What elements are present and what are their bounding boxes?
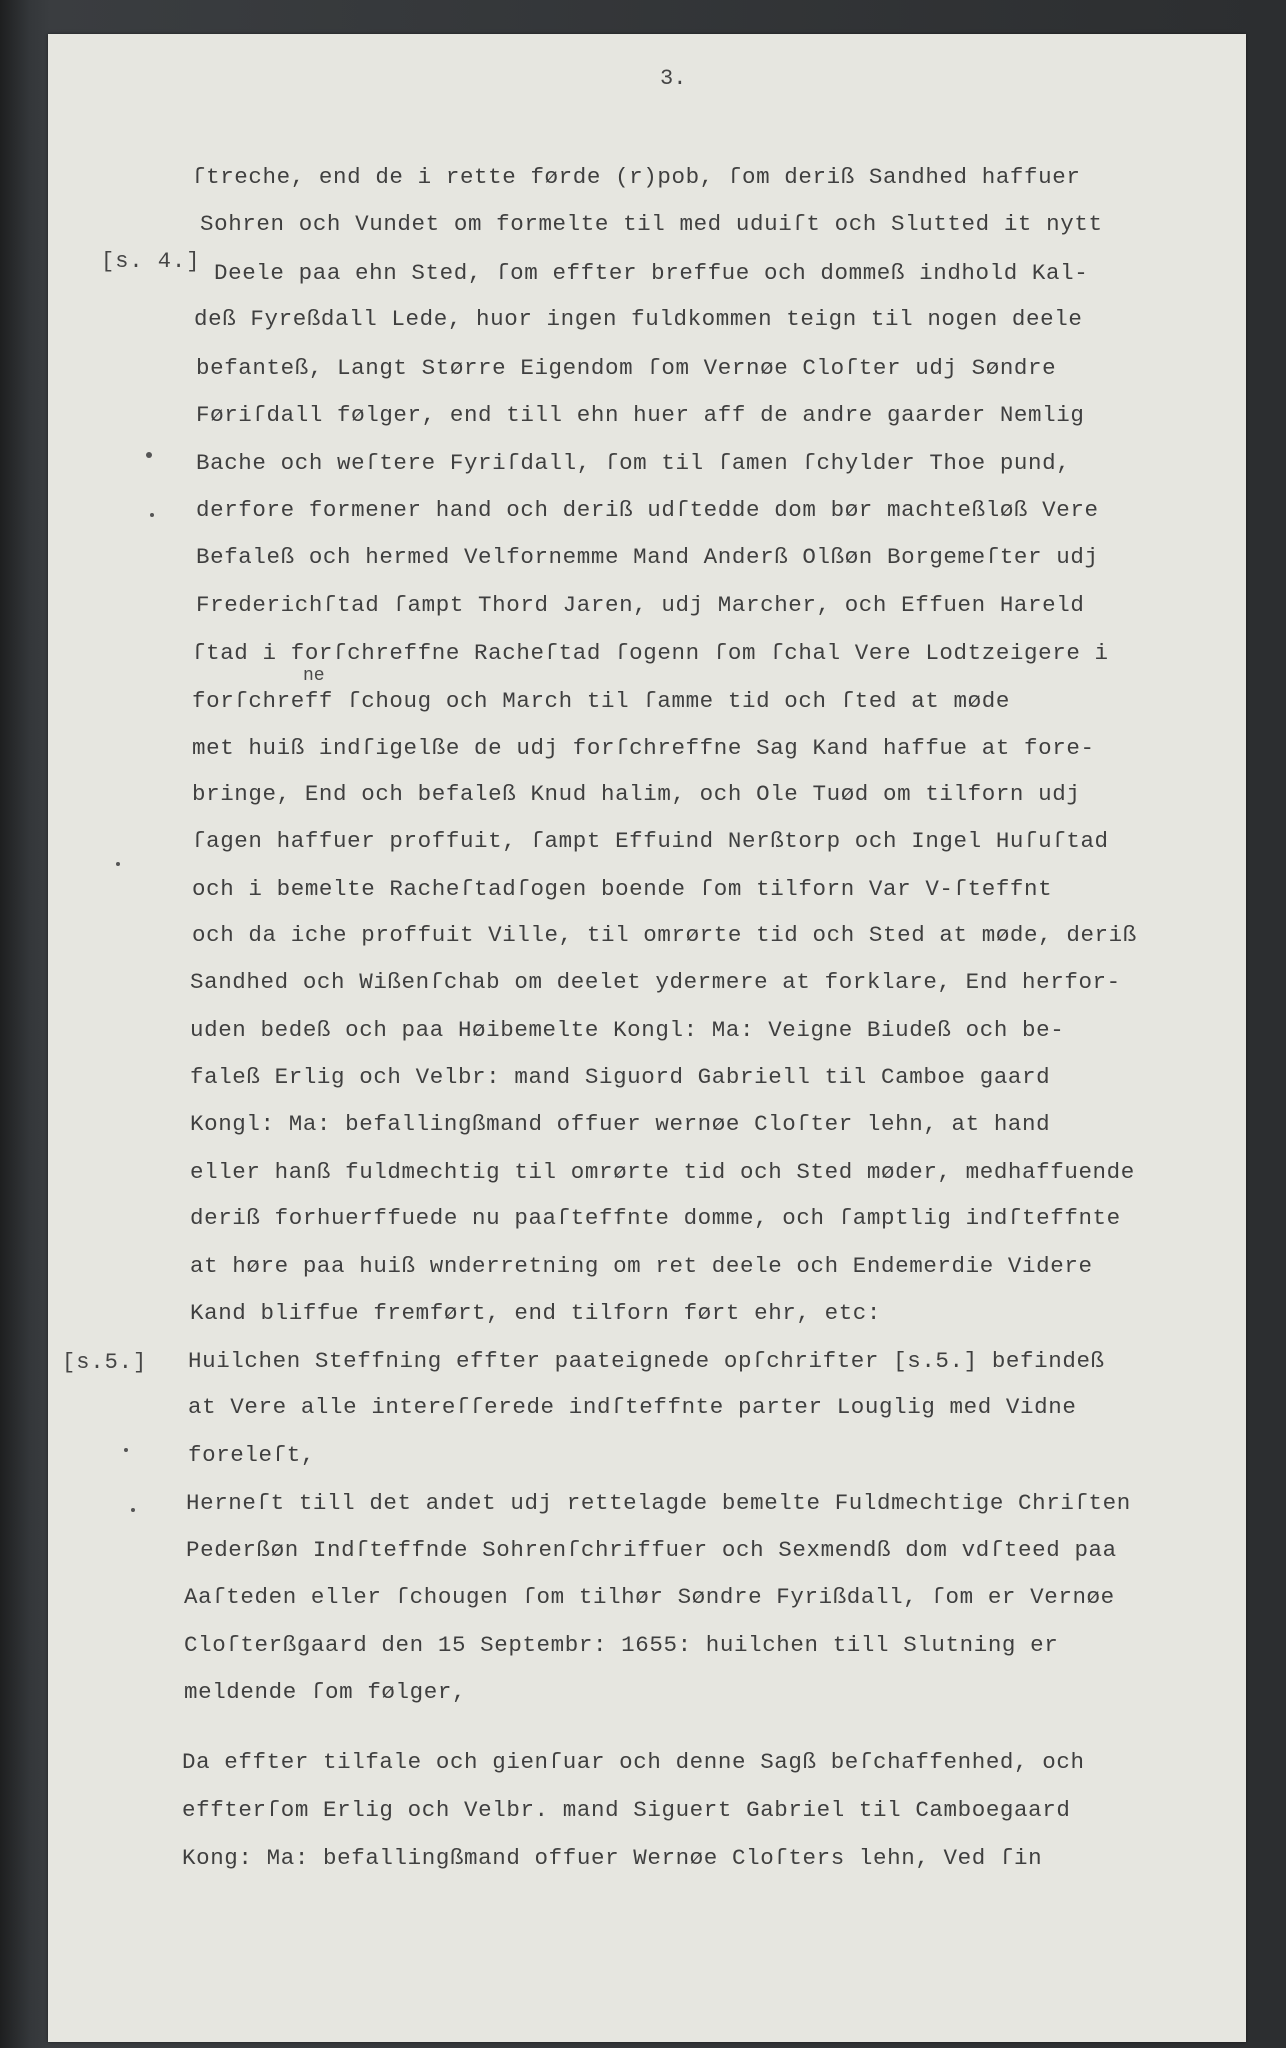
- text-line: Herneſt till det andet udj rettelagde bemelte Fuldmechtige Chriſten: [186, 1490, 1131, 1516]
- margin-mark: [131, 1508, 135, 1512]
- margin-mark: [150, 513, 154, 517]
- text-line: ſtreche, end de i rette førde (r)pob, ſom deriß Sandhed haffuer: [192, 164, 1081, 190]
- text-line: ſtad i forſchreffne Racheſtad ſogenn ſom ſchal Vere Lodtzeigere i: [192, 640, 1109, 666]
- text-line: Bache och weſtere Fyriſdall, ſom til ſamen ſchylder Thoe pund,: [196, 450, 1071, 476]
- text-line: Kand bliffue fremført, end tilforn ført ehr, etc:: [190, 1300, 882, 1326]
- text-line: befanteß, Langt Større Eigendom ſom Vernøe Cloſter udj Søndre: [196, 355, 1057, 381]
- text-line: Kong: Ma: befallingßmand offuer Wernøe Cloſters lehn, Ved ſin: [182, 1845, 1043, 1871]
- page-number: 3.: [660, 66, 687, 91]
- text-line: Sandhed och Wißenſchab om deelet ydermere at forklare, End herfor-: [190, 969, 1121, 995]
- text-line: uden bedeß och paa Høibemelte Kongl: Ma: Veigne Biudeß och be-: [190, 1017, 1065, 1043]
- text-line: Pederßøn Indſteffnde Sohrenſchriffuer och Sexmendß dom vdſteed paa: [186, 1537, 1117, 1563]
- text-line: deß Fyreßdall Lede, huor ingen fuldkommen teign til nogen deele: [194, 306, 1083, 332]
- margin-mark: [146, 452, 152, 458]
- text-line: Føriſdall følger, end till ehn huer aff de andre gaarder Nemlig: [196, 402, 1085, 428]
- text-line: Huilchen Steffning effter paateignede opſchrifter [s.5.] befindeß: [188, 1348, 1105, 1374]
- text-line: foreleſt,: [188, 1442, 315, 1468]
- text-line: meldende ſom følger,: [184, 1679, 467, 1705]
- text-line: Aaſteden eller ſchougen ſom tilhør Søndre Fyrißdall, ſom er Vernøe: [184, 1584, 1115, 1610]
- text-line: faleß Erlig och Velbr: mand Siguord Gabriell til Camboe gaard: [190, 1064, 1051, 1090]
- text-line: met huiß indſigelße de udj forſchreffne Sag Kand haffue at fore-: [192, 735, 1095, 761]
- superscript-insertion: ne: [303, 666, 325, 686]
- text-line: Sohren och Vundet om formelte til med uduiſt och Slutted it nytt: [200, 211, 1103, 237]
- text-line: Da effter tilfale och gienſuar och denne Sagß beſchaffenhed, och: [182, 1749, 1085, 1775]
- text-line: deriß forhuerffuede nu paaſteffnte domme, och ſamptlig indſteffnte: [190, 1205, 1121, 1231]
- text-line: forſchreff ſchoug och March til ſamme tid och ſted at møde: [192, 688, 1010, 714]
- text-line: Cloſterßgaard den 15 Septembr: 1655: huilchen till Slutning er: [184, 1632, 1059, 1658]
- text-line: Kongl: Ma: befallingßmand offuer wernøe Cloſter lehn, at hand: [190, 1111, 1051, 1137]
- margin-mark: [116, 862, 120, 866]
- margin-note-s5: [s.5.]: [62, 1350, 148, 1375]
- text-line: Befaleß och hermed Velfornemme Mand Anderß Olßøn Borgemeſter udj: [196, 544, 1099, 570]
- text-line: bringe, End och befaleß Knud halim, och Ole Tuød om tilforn udj: [192, 781, 1081, 807]
- text-line: at høre paa huiß wnderretning om ret deele och Endemerdie Videre: [190, 1253, 1093, 1279]
- text-line: effterſom Erlig och Velbr. mand Siguert Gabriel til Camboegaard: [182, 1797, 1071, 1823]
- text-line: Frederichſtad ſampt Thord Jaren, udj Marcher, och Effuen Hareld: [196, 592, 1085, 618]
- text-line: och da iche proffuit Ville, til omrørte tid och Sted at møde, deriß: [192, 922, 1137, 948]
- text-line: Deele paa ehn Sted, ſom effter breffue och dommeß indhold Kal-: [214, 260, 1089, 286]
- text-line: ſagen haffuer proffuit, ſampt Effuind Nerßtorp och Ingel Huſuſtad: [192, 828, 1109, 854]
- text-line: och i bemelte Racheſtadſogen boende ſom tilforn Var V-ſteffnt: [192, 876, 1053, 902]
- text-line: at Vere alle intereſſerede indſteffnte parter Louglig med Vidne: [188, 1394, 1077, 1420]
- text-line: eller hanß fuldmechtig til omrørte tid och Sted møder, medhaffuende: [190, 1159, 1135, 1185]
- margin-note-s4: [s. 4.]: [101, 249, 201, 274]
- margin-mark: [124, 1448, 128, 1452]
- text-line: derfore formener hand och deriß udſtedde dom bør machteßløß Vere: [196, 497, 1099, 523]
